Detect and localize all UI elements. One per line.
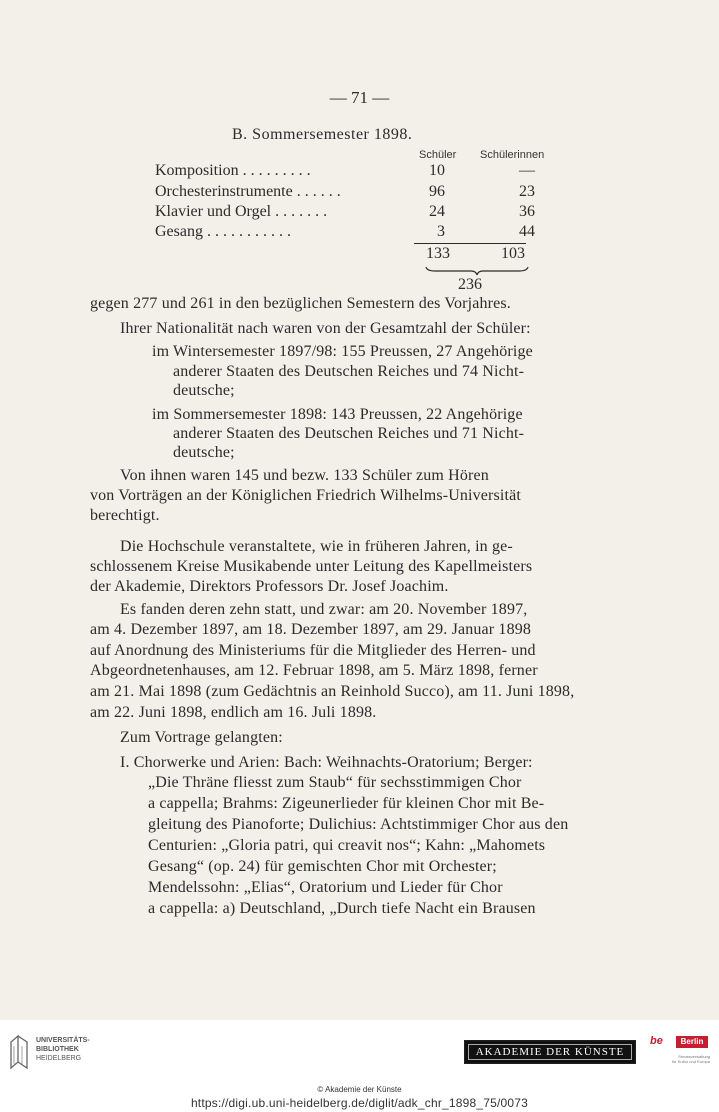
text-line: gleitung des Pianoforte; Dulichius: Achtstimmiger Chor aus den [148,816,569,833]
text-line: Von ihnen waren 145 und bezw. 133 Schüler zum Hören [120,467,489,484]
table-row [155,162,555,184]
text-line: auf Anordnung des Ministeriums für die Mitglieder des Herren- und [90,642,536,659]
column-header-schueler: Schüler [419,149,457,161]
row-value-schuelerinnen: — [519,162,535,179]
sum-schuelerinnen: 103 [501,245,525,262]
text-line: am 21. Mai 1898 (zum Gedächtnis an Reinhold Succo), am 11. Juni 1898, [90,683,575,700]
berlin-logo-mark [648,1034,710,1052]
text-line: a cappella: a) Deutschland, „Durch tiefe Nacht ein Brausen [148,900,536,917]
text-line: gegen 277 und 261 in den bezüglichen Semestern des Vorjahres. [90,295,511,312]
text-line: der Akademie, Direktors Professors Dr. Josef Joachim. [90,578,449,595]
table-row [155,223,555,245]
text-line: im Wintersemester 1897/98: 155 Preussen, 27 Angehörige [152,343,533,360]
text-line: am 4. Dezember 1897, am 18. Dezember 1897, am 29. Januar 1898 [90,621,532,638]
text-line: Es fanden deren zehn statt, und zwar: am 20. November 1897, [120,601,528,618]
row-value-schueler: 10 [429,162,445,179]
table-row [155,183,555,205]
text-line: a cappella; Brahms: Zigeunerlieder für kleinen Chor mit Be- [148,795,545,812]
university-library-logo-icon [8,1034,30,1070]
berlin-wordmark: be [650,1035,663,1047]
ub-line-1: UNIVERSITÄTS- [36,1037,90,1044]
text-line: im Sommersemester 1898: 143 Preussen, 22 Angehörige [152,406,523,423]
ub-line-2: BIBLIOTHEK [36,1046,79,1053]
akademie-der-kuenste-logo[interactable] [464,1040,636,1064]
column-header-schuelerinnen: Schülerinnen [480,149,545,161]
text-line: I. Chorwerke und Arien: Bach: Weihnachts-Oratorium; Berger: [120,754,533,771]
row-value-schueler: 24 [429,203,445,220]
text-line: anderer Staaten des Deutschen Reiches und 71 Nicht- [173,425,525,442]
text-line: „Die Thräne fliesst zum Staub“ für sechsstimmigen Chor [148,774,522,791]
row-label: Klavier und Orgel . . . . . . . [155,203,328,220]
text-line: anderer Staaten des Deutschen Reiches und 74 Nicht- [173,363,525,380]
page-number: — 71 — [329,88,390,107]
text-line: Centurien: „Gloria patri, qui creavit nos“; Kahn: „Mahomets [148,837,546,854]
berlin-senate-logo[interactable] [648,1034,710,1070]
row-value-schueler: 3 [437,223,445,240]
row-label: Komposition . . . . . . . . . [155,162,311,179]
adk-label: AKADEMIE DER KÜNSTE [468,1044,632,1060]
row-label: Gesang . . . . . . . . . . . [155,223,291,240]
text-line: am 22. Juni 1898, endlich am 16. Juli 1898. [90,704,377,721]
text-line: berechtigt. [90,507,160,524]
row-value-schuelerinnen: 36 [519,203,535,220]
text-line: deutsche; [173,382,235,399]
university-library-name[interactable] [36,1036,90,1063]
text-line: Zum Vortrage gelangten: [120,729,283,746]
section-title: B. Sommersemester 1898. [232,126,413,143]
text-line: schlossenem Kreise Musikabende unter Leitung des Kapellmeisters [90,558,533,575]
row-value-schuelerinnen: 44 [519,223,535,240]
text-line: Die Hochschule veranstaltete, wie in früheren Jahren, in ge- [120,538,513,555]
permalink-url[interactable]: https://digi.ub.uni-heidelberg.de/diglit/adk_chr_1898_75/0073 [190,1096,529,1110]
table-row [155,203,555,225]
row-value-schueler: 96 [429,183,445,200]
grand-total: 236 [458,276,482,293]
berlin-badge: Berlin [676,1036,708,1048]
sum-schueler: 133 [426,245,450,262]
text-line: Ihrer Nationalität nach waren von der Gesamtzahl der Schüler: [120,320,531,337]
text-line: Abgeordnetenhauses, am 12. Februar 1898, am 5. März 1898, ferner [90,662,538,679]
row-label: Orchesterinstrumente . . . . . . [155,183,341,200]
text-line: Gesang“ (op. 24) für gemischten Chor mit Orchester; [148,858,497,875]
berlin-sub-line-1: Senatsverwaltung [678,1054,710,1059]
berlin-sub-line-2: für Kultur und Europa [671,1059,710,1064]
copyright-notice: © Akademie der Künste [317,1085,402,1094]
text-line: deutsche; [173,444,235,461]
text-line: von Vorträgen an der Königlichen Friedrich Wilhelms-Universität [90,487,521,504]
berlin-subtitle [660,1054,710,1064]
ub-line-3: HEIDELBERG [36,1055,82,1062]
text-line: Mendelssohn: „Elias“, Oratorium und Lieder für Chor [148,879,503,896]
sum-rule [414,243,526,244]
row-value-schuelerinnen: 23 [519,183,535,200]
curly-brace [425,266,529,276]
